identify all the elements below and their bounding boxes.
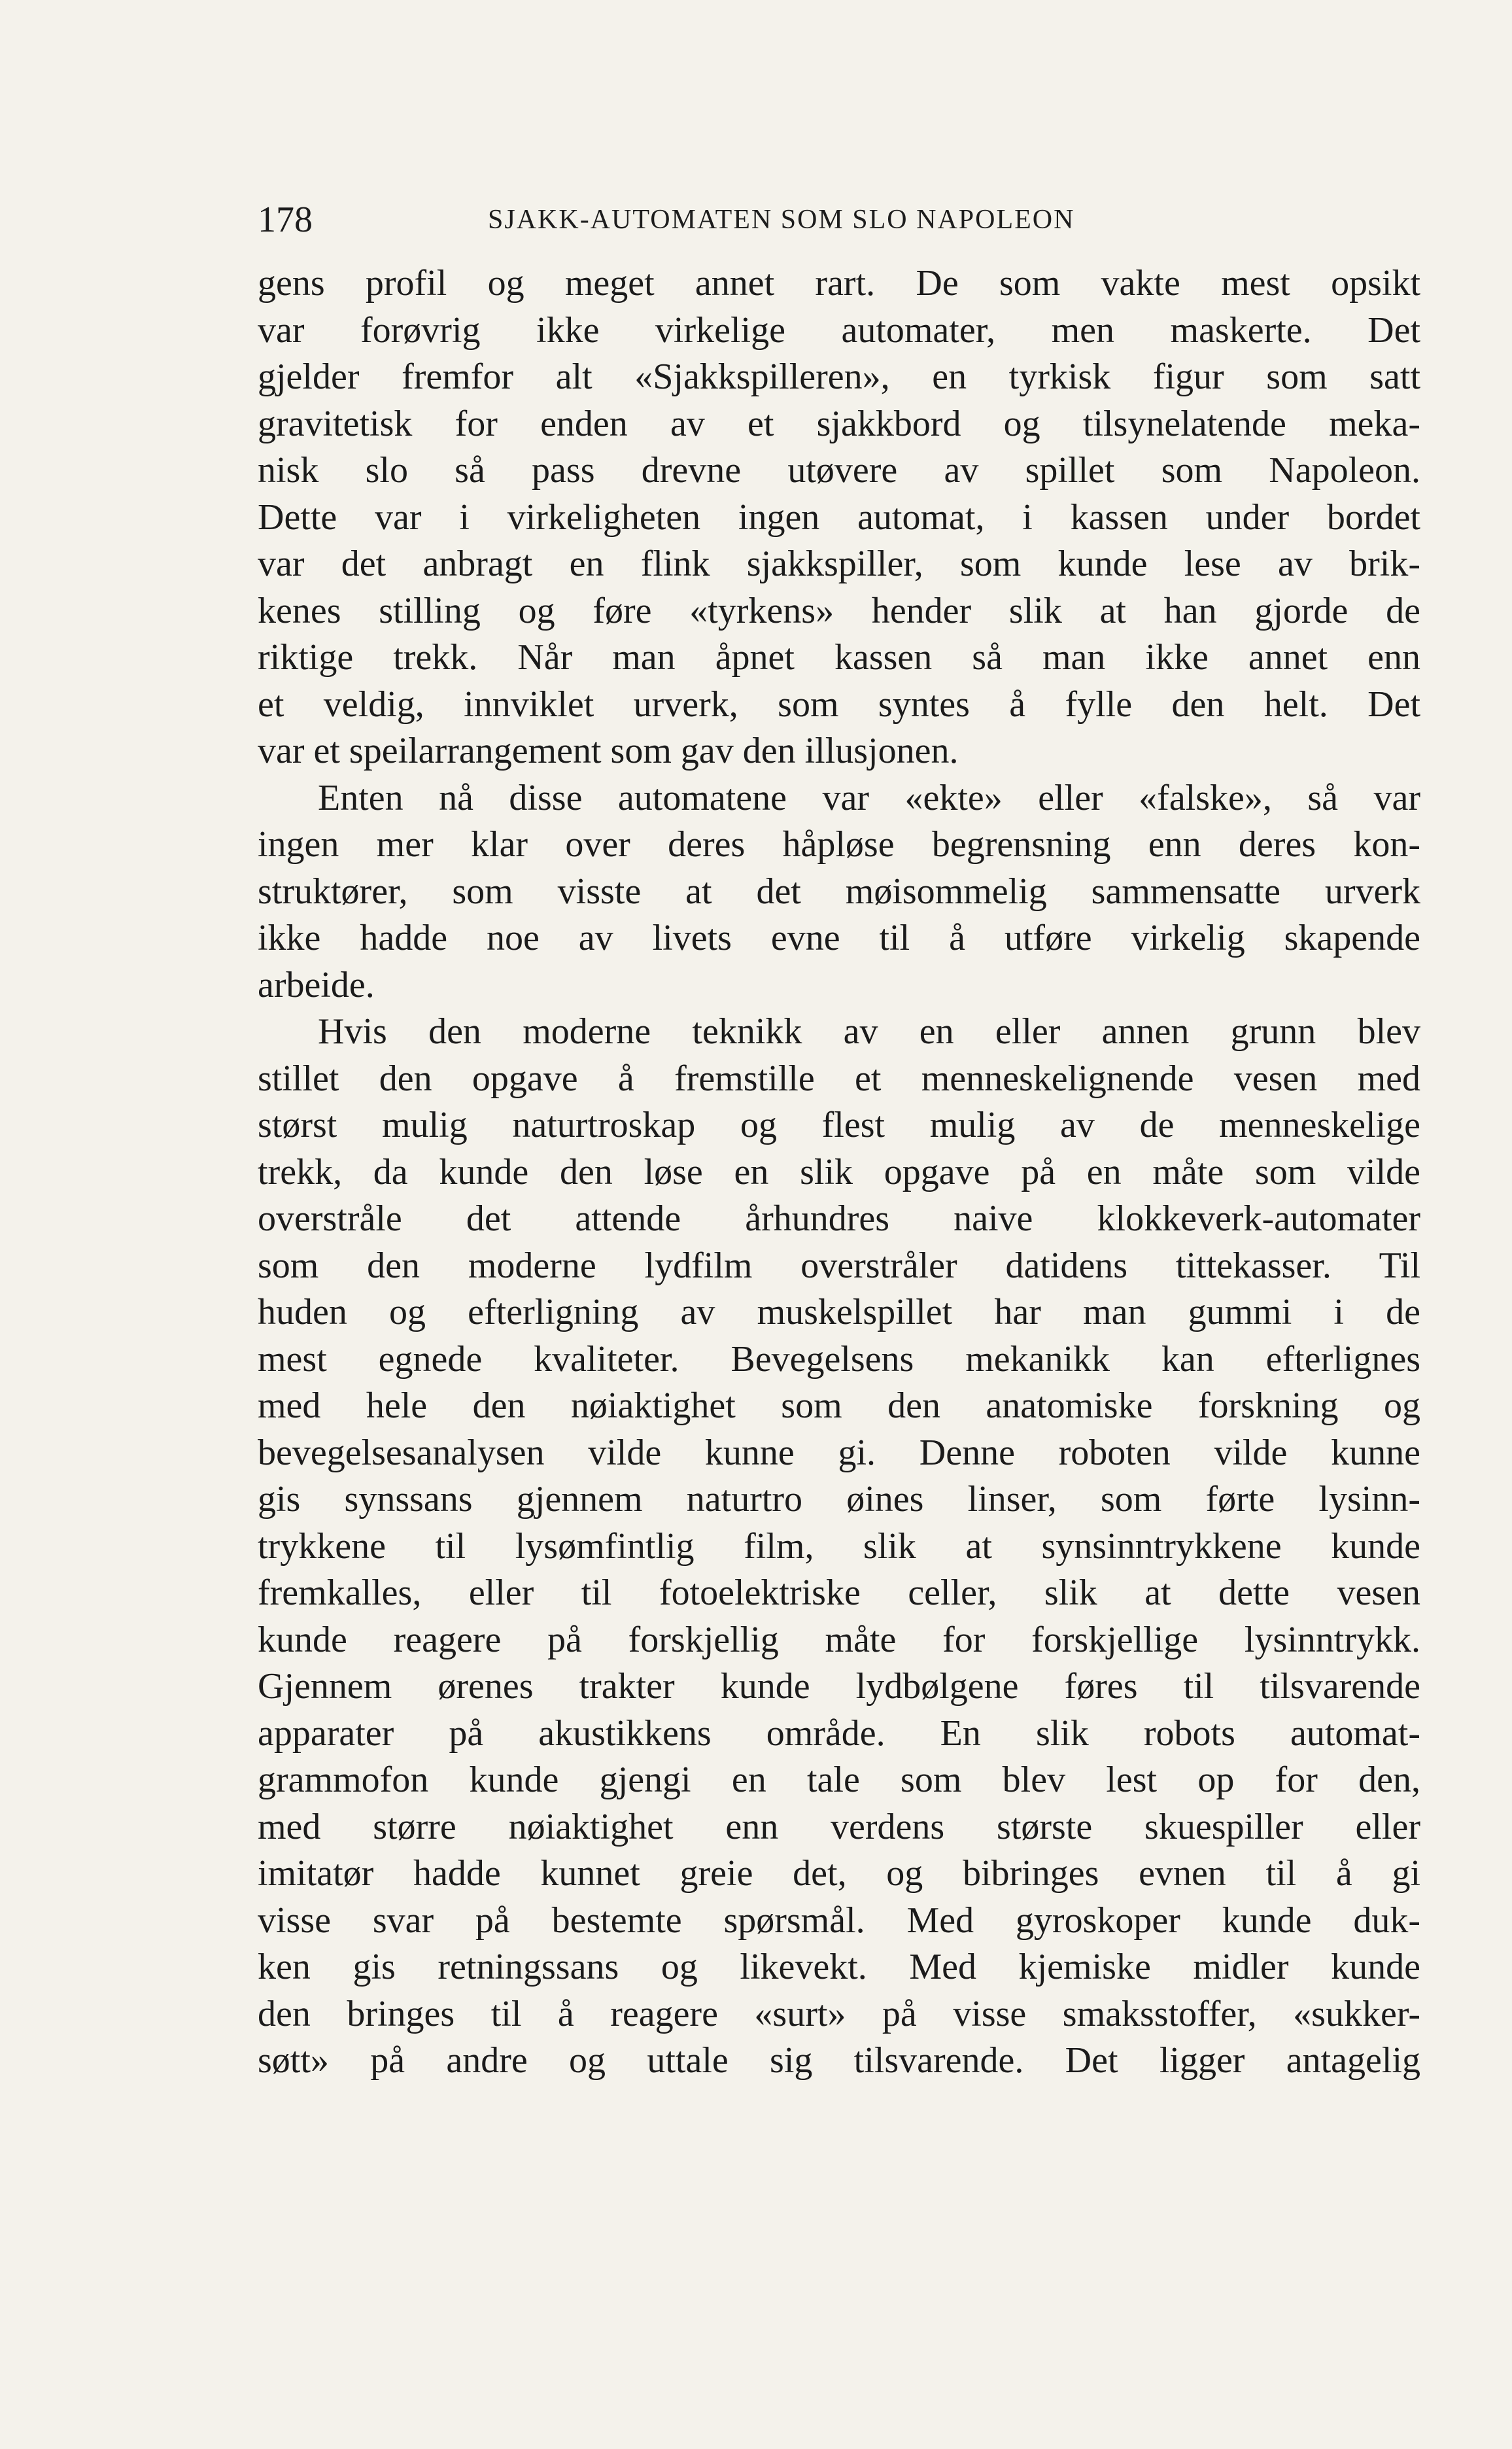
body-text bbox=[258, 260, 1420, 2085]
text-line: den bringes til å reagere «surt» på visse smaksstoffer, «sukker- bbox=[258, 1993, 1420, 2034]
text-line: grammofon kunde gjengi en tale som blev lest op for den, bbox=[258, 1760, 1420, 1800]
text-line: et veldig, innviklet urverk, som syntes å fylle den helt. Det bbox=[258, 684, 1420, 725]
text-line: ken gis retningssans og likevekt. Med kjemiske midler kunde bbox=[258, 1947, 1420, 1987]
text-line: nisk slo så pass drevne utøvere av spillet som Napoleon. bbox=[258, 450, 1420, 491]
text-line: størst mulig naturtroskap og flest mulig av de menneskelige bbox=[258, 1105, 1420, 1145]
paragraph-start-line: Enten nå disse automatene var «ekte» eller «falske», så var bbox=[318, 777, 1420, 818]
text-line: apparater på akustikkens område. En slik robots automat- bbox=[258, 1712, 1420, 1754]
text-line: var det anbragt en flink sjakkspiller, som kunde lese av brik- bbox=[258, 544, 1420, 584]
text-line: trykkene til lysømfintlig film, slik at synsinntrykkene kunde bbox=[258, 1525, 1420, 1567]
text-line: kenes stilling og føre «tyrkens» hender slik at han gjorde de bbox=[258, 590, 1420, 631]
text-line: fremkalles, eller til fotoelektriske celler, slik at dette vesen bbox=[258, 1572, 1420, 1613]
text-line: riktige trekk. Når man åpnet kassen så man ikke annet enn bbox=[258, 637, 1420, 678]
text-line: struktører, som visste at det møisommelig sammensatte urverk bbox=[258, 871, 1420, 912]
text-line: gjelder fremfor alt «Sjakkspilleren», en tyrkisk figur som satt bbox=[258, 356, 1420, 397]
page-number: 178 bbox=[258, 200, 313, 240]
text-line: huden og efterligning av muskelspillet har man gummi i de bbox=[258, 1292, 1420, 1332]
running-title: SJAKK-AUTOMATEN SOM SLO NAPOLEON bbox=[488, 205, 1075, 235]
text-line: var forøvrig ikke virkelige automater, men maskerte. Det bbox=[258, 309, 1420, 351]
text-line: kunde reagere på forskjellig måte for forskjellige lysinntrykk. bbox=[258, 1619, 1420, 1660]
text-line: overstråle det attende århundres naive klokkeverk-automater bbox=[258, 1198, 1420, 1239]
text-line: med større nøiaktighet enn verdens største skuespiller eller bbox=[258, 1806, 1420, 1847]
text-line: gravitetisk for enden av et sjakkbord og tilsynelatende meka- bbox=[258, 403, 1420, 444]
paragraph-start-line: Hvis den moderne teknikk av en eller annen grunn blev bbox=[318, 1011, 1420, 1052]
text-line: gens profil og meget annet rart. De som vakte mest opsikt bbox=[258, 263, 1420, 304]
text-line: trekk, da kunde den løse en slik opgave på en måte som vilde bbox=[258, 1151, 1420, 1192]
text-line: imitatør hadde kunnet greie det, og bibringes evnen til å gi bbox=[258, 1853, 1420, 1894]
text-line: ingen mer klar over deres håpløse begrensning enn deres kon- bbox=[258, 824, 1420, 865]
text-line: mest egnede kvaliteter. Bevegelsens mekanikk kan efterlignes bbox=[258, 1338, 1420, 1380]
text-line: som den moderne lydfilm overstråler datidens tittekasser. Til bbox=[258, 1245, 1420, 1286]
text-line: Dette var i virkeligheten ingen automat, i kassen under bordet bbox=[258, 496, 1420, 538]
text-line: stillet den opgave å fremstille et menneskelignende vesen med bbox=[258, 1058, 1420, 1099]
text-line: arbeide. bbox=[258, 964, 375, 1005]
text-line: ikke hadde noe av livets evne til å utføre virkelig skapende bbox=[258, 918, 1420, 958]
text-line: bevegelsesanalysen vilde kunne gi. Denne roboten vilde kunne bbox=[258, 1432, 1420, 1473]
text-line: gis synssans gjennem naturtro øines linser, som førte lysinn- bbox=[258, 1479, 1420, 1520]
text-line: med hele den nøiaktighet som den anatomiske forskning og bbox=[258, 1385, 1420, 1426]
text-line: søtt» på andre og uttale sig tilsvarende. Det ligger antagelig bbox=[258, 2040, 1420, 2081]
text-line: var et speilarrangement som gav den illusjonen. bbox=[258, 731, 959, 771]
text-line: visse svar på bestemte spørsmål. Med gyroskoper kunde duk- bbox=[258, 1900, 1420, 1941]
text-line: Gjennem ørenes trakter kunde lydbølgene føres til tilsvarende bbox=[258, 1666, 1420, 1707]
page-header bbox=[258, 196, 1422, 249]
